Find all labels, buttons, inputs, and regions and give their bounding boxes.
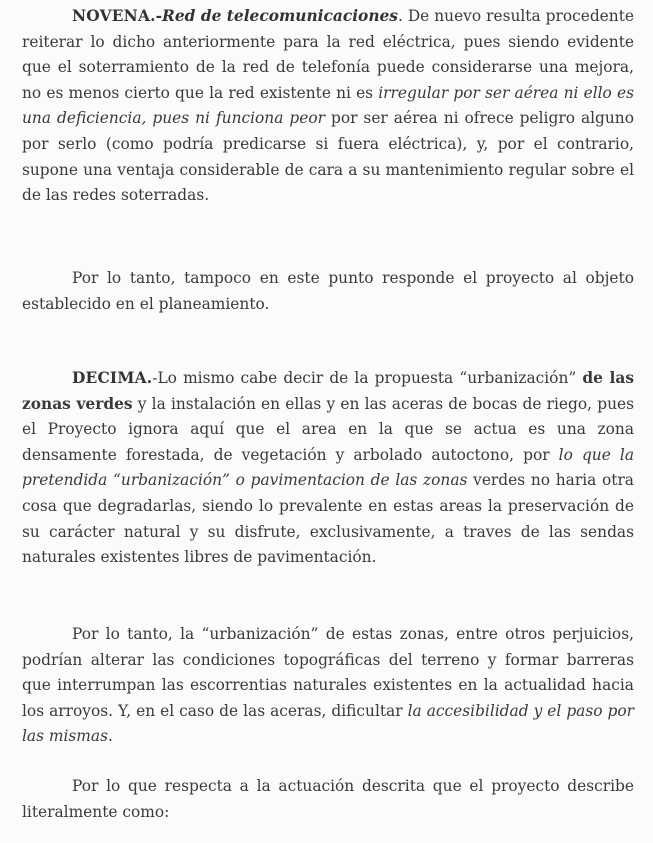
text-segment: Por lo tanto, tampoco en este punto responde el proyecto al objeto establecido en el planeamiento.	[22, 269, 634, 313]
text-segment: y la instalación en ellas y en las aceras de bocas de riego, pues el Proyecto ignora aquí que el area en la que se actua es una zona densamente forestada, de vegetación y arbolado autoctono, por	[22, 394, 634, 464]
italic-segment: la accesibilidad y el paso por las mismas	[22, 701, 635, 746]
paragraph-conclusion-1	[22, 266, 634, 317]
paragraph-conclusion-2	[22, 622, 634, 750]
text-segment: . De nuevo resulta procedente reiterar lo dicho anteriormente para la red eléctrica, pues siendo evidente que el soterramiento de la red de telefonía puede considerarse una mejora, no es menos cierto que la red existente ni es	[22, 7, 634, 102]
text-segment: Por lo que respecta a la actuación descrita que el proyecto describe literalmente como:	[22, 777, 634, 821]
italic-segment: lo que la pretendida “urbanización” o pavimentacion de las zonas	[22, 445, 634, 490]
section-heading-decima: DECIMA.	[72, 369, 153, 387]
text-segment: -Lo mismo cabe decir de la propuesta “urbanización”	[152, 369, 583, 387]
section-heading-novena: NOVENA.	[72, 7, 156, 25]
paragraph-novena	[22, 4, 634, 209]
paragraph-actuacion	[22, 774, 634, 825]
text-segment: Por lo tanto, la “urbanización” de estas zonas, entre otros perjuicios, podrían alterar las condiciones topográficas del terreno y formar barreras que interrumpan las escorrentias naturales existentes en la actualidad hacia los arroyos. Y, en el caso de las aceras, dificultar	[22, 625, 634, 720]
text-segment: .	[107, 727, 113, 746]
section-title-novena: -Red de telecomunicaciones	[155, 7, 398, 25]
text-segment: verdes no haria otra cosa que degradarlas, siendo lo prevalente en estas areas la preservación de su carácter natural y su disfrute, exclusivamente, a traves de las sendas naturales existentes libres de pavimentación.	[22, 471, 634, 567]
paragraph-decima	[22, 366, 634, 571]
bold-segment: de las zonas verdes	[22, 369, 634, 413]
italic-segment: irregular por ser aérea ni ello es una deficiencia, pues ni funciona peor	[22, 83, 634, 128]
text-segment: por ser aérea ni ofrece peligro alguno por serlo (como podría predicarse si fuera eléctrica), y, por el contrario, supone una ventaja considerable de cara a su mantenimiento regular sobre el de las redes soterradas.	[22, 109, 634, 205]
